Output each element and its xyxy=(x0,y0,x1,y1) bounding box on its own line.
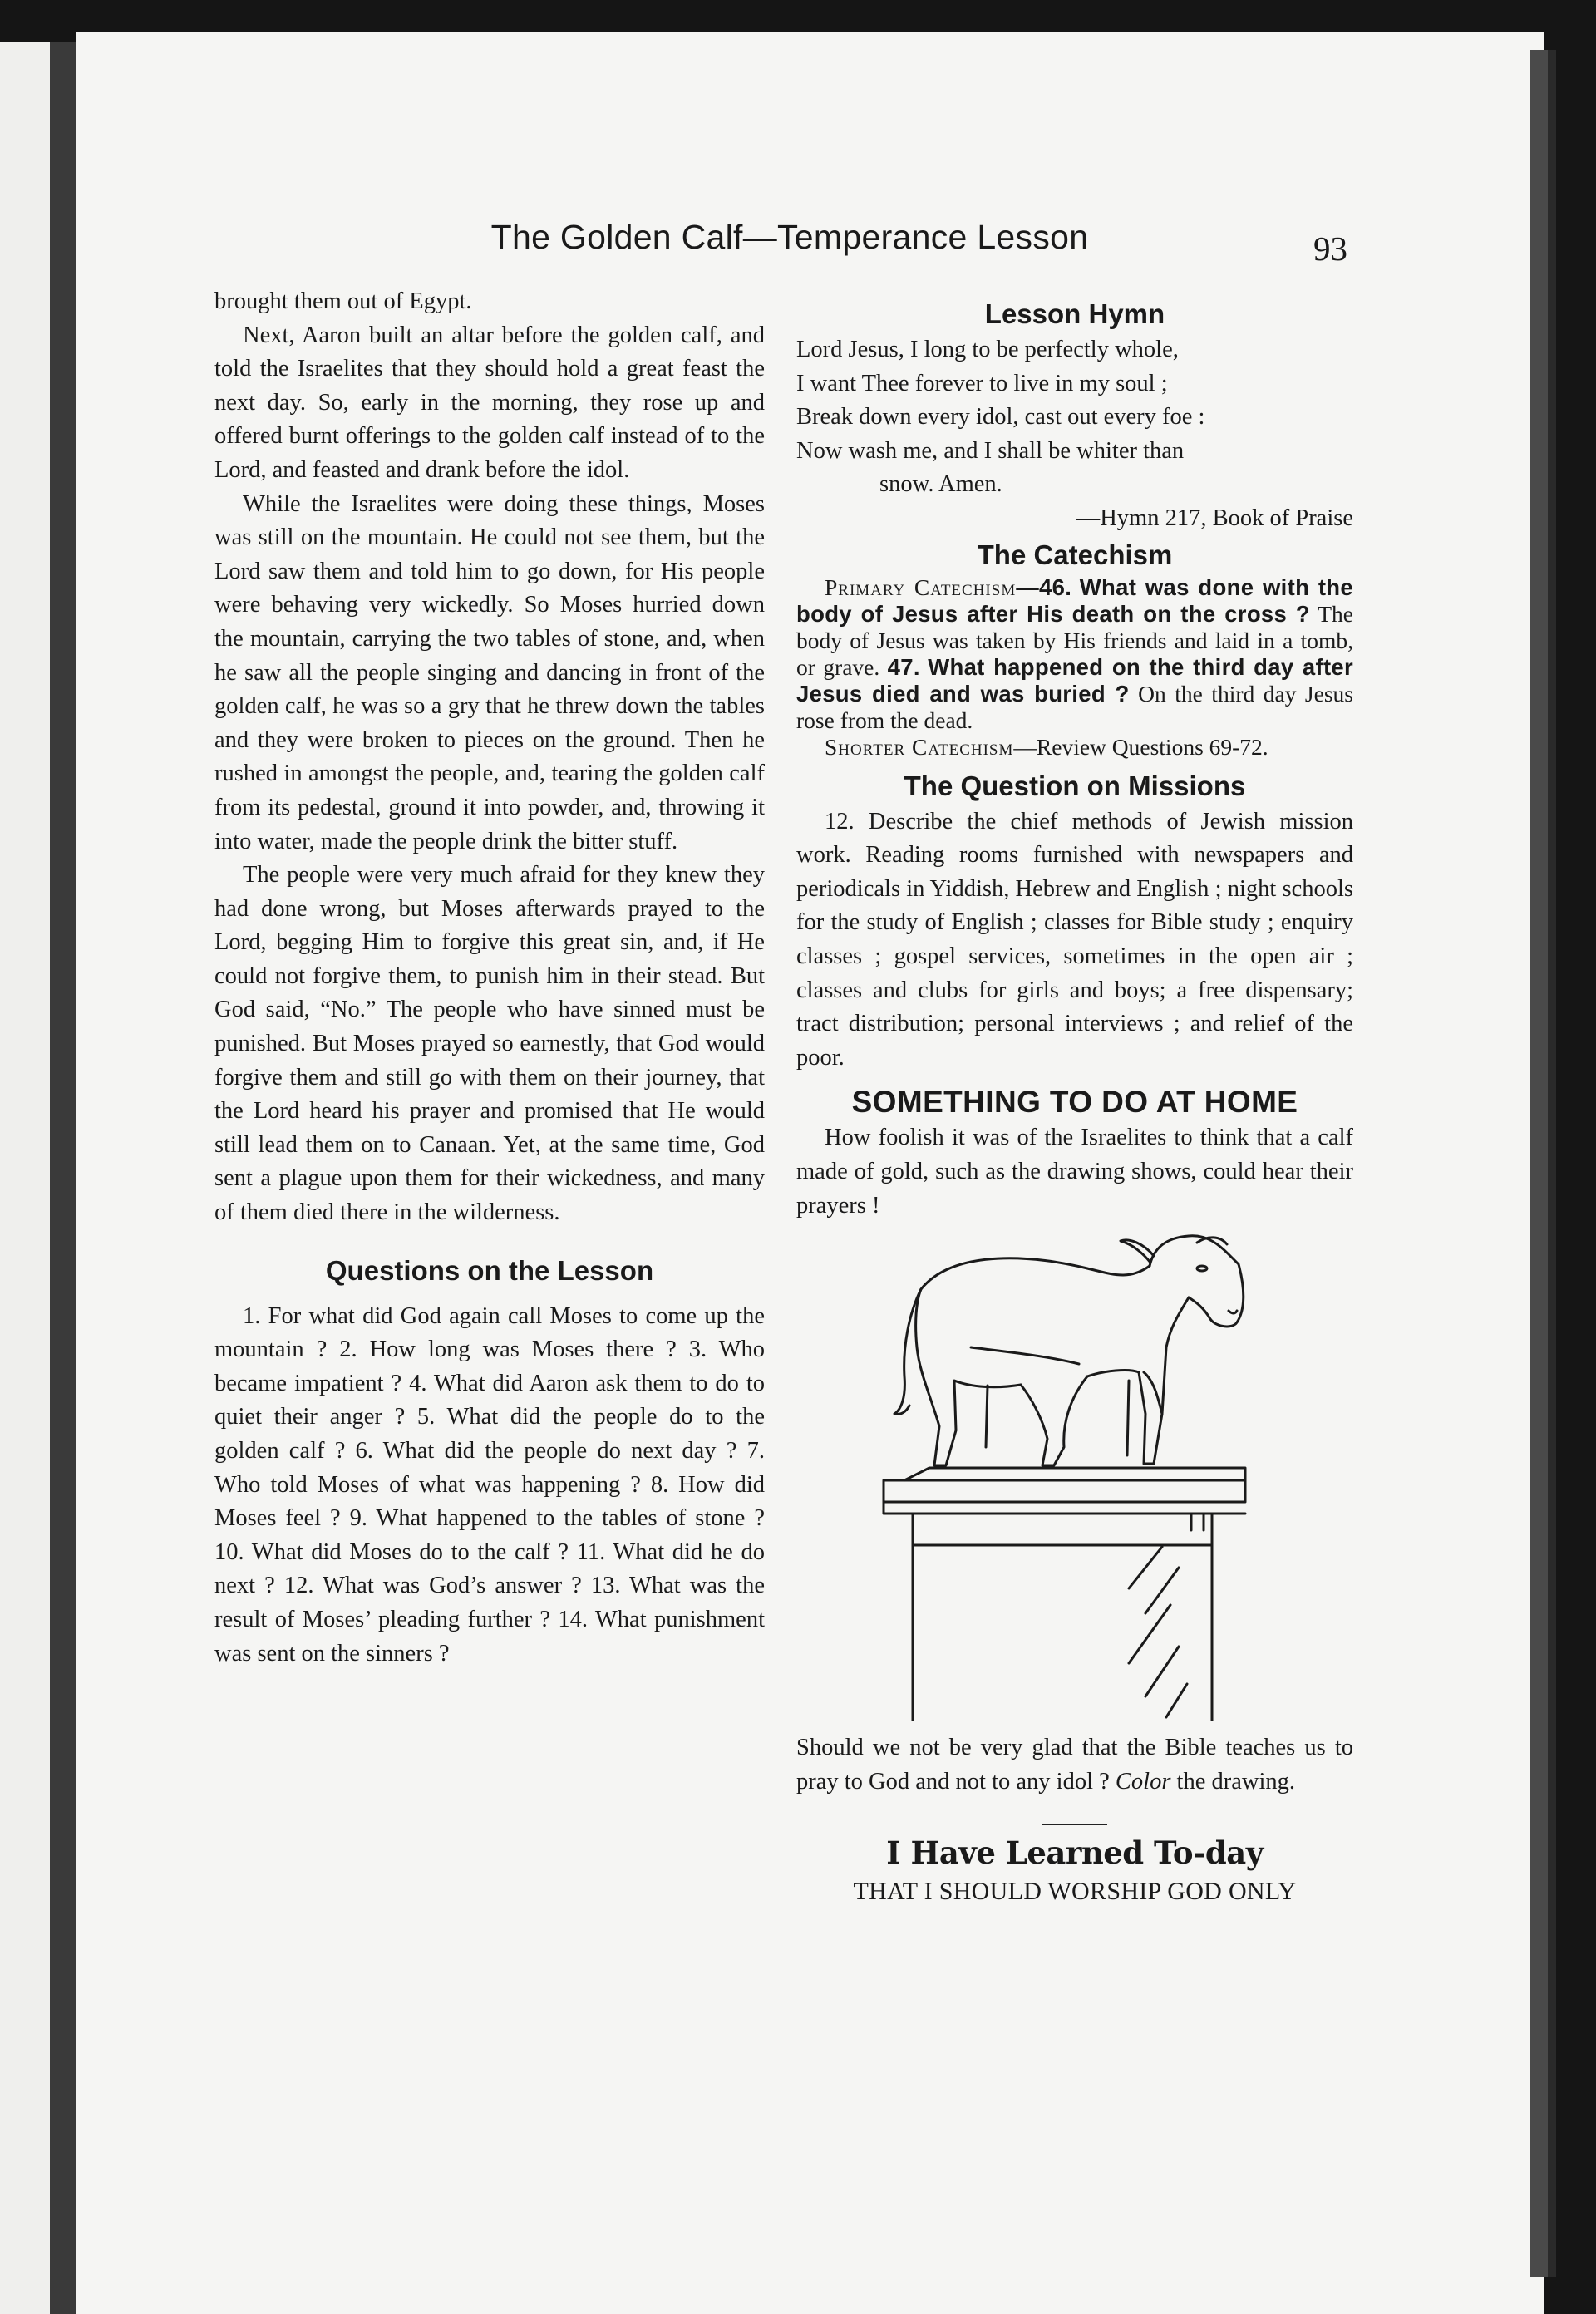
story-paragraph: While the Israelites were doing these things, Moses was still on the mountain. He could not see them, but the Lord saw them and told him to go down, for His people were behaving very wickedly. So Moses hurried down the mountain, carrying the two tables of stone, and, when he saw all the people singing and dancing in front of the golden calf, he was so a gry that he threw down the tables and they were broken to pieces on the ground. Then he rushed in amongst the people, and, tearing the golden calf from its pedestal, ground it into powder, and, throwing it into water, made the people drink the bitter stuff. xyxy=(214,490,765,854)
hymn-line: snow. Amen. xyxy=(879,471,1002,498)
q47-question: What happened on the third day after Jesus died and was buried ? xyxy=(796,653,1354,707)
missions-text: 12. Describe the chief methods of Jewish mission work. Reading rooms furnished with newspapers and periodicals in Yiddish, Hebrew and English ; night schools for the study of English ; classes for Bible study ; enquiry classes ; gospel services, sometimes in the open air ; classes and clubs for girls and boys; a free dispensary; tract distribution; personal interviews ; and relief of the poor. xyxy=(796,808,1353,1071)
golden-calf-drawing xyxy=(879,1231,1270,1721)
home-after-main: Should we not be very glad that the Bible teaches us to pray to God and not to any idol ? xyxy=(796,1735,1353,1795)
story-paragraph: The people were very much afraid for they knew they had done wrong, but Moses afterwards prayed to the Lord, begging Him to forgive this great sin, and, if He could not forgive them, to punish him in their stead. But God said, “No.” The people who have sinned must be punished. But Moses prayed so earnestly, that God would forgive them and still go with them on their journey, that the Lord heard his prayer and promised that He would still lead them on to Canaan. Yet, at the same time, God sent a plague upon them for their wickedness, and many of them died there in the wilderness. xyxy=(214,862,765,1226)
shorter-catechism-text: —Review Questions 69-72. xyxy=(1013,733,1268,760)
hymn-verse xyxy=(796,333,1353,502)
hymn-line: Lord Jesus, I long to be perfectly whole, xyxy=(796,337,1179,362)
hymn-line: Break down every idol, cast out every foe : xyxy=(796,404,1205,431)
questions-heading: Questions on the Lesson xyxy=(325,1254,654,1286)
color-word: Color xyxy=(1115,1768,1171,1795)
hymn-line: I want Thee forever to live in my soul ; xyxy=(796,370,1168,396)
home-after-text xyxy=(796,1731,1353,1799)
color-rest: the drawing. xyxy=(1170,1768,1296,1795)
section-divider xyxy=(1042,1824,1107,1825)
primary-catechism-label: Primary Catechism xyxy=(825,574,1017,600)
q47-answer: On the third day Jesus rose from the dead. xyxy=(796,680,1353,733)
q46-answer: The body of Jesus was taken by His friends and laid in a tomb, or grave. xyxy=(796,600,1353,680)
q47-number: 47. xyxy=(887,653,920,680)
catechism-heading: The Catechism xyxy=(977,539,1173,570)
primary-catechism xyxy=(796,574,1353,734)
home-heading: SOMETHING TO DO AT HOME xyxy=(851,1085,1298,1120)
hymn-credit: —Hymn 217, Book of Praise xyxy=(1076,505,1353,531)
learned-today-text: THAT I SHOULD WORSHIP GOD ONLY xyxy=(853,1878,1297,1906)
lesson-hymn-heading: Lesson Hymn xyxy=(984,298,1165,329)
story-paragraph: brought them out of Egypt. xyxy=(214,288,472,314)
questions-text: 1. For what did God again call Moses to come up the mountain ? 2. How long was Moses there ? 3. Who became impatient ? 4. What did Aaron ask them to do to quiet their anger ? 5. What did the people do to the golden calf ? 6. What did the people do next day ? 7. Who told Moses of what was happening ? 8. How did Moses feel ? 9. What happened to the tables of stone ? 10. What did Moses do to the calf ? 11. What did he do next ? 12. What was God’s answer ? 13. What was the result of Moses’ pleading further ? 14. What punishment was sent on the sinners ? xyxy=(214,1302,765,1667)
calf-back-outline xyxy=(921,1258,1150,1289)
shorter-catechism-label: Shorter Catechism xyxy=(825,733,1014,760)
pedestal-top xyxy=(884,1480,1245,1502)
learned-today-heading: I Have Learned To-day xyxy=(886,1834,1264,1872)
left-column xyxy=(214,285,765,1671)
running-head: The Golden Calf—Temperance Lesson xyxy=(490,218,1089,256)
home-intro: How foolish it was of the Israelites to think that a calf made of gold, such as the drawing shows, could hear their prayers ! xyxy=(796,1125,1353,1219)
missions-heading: The Question on Missions xyxy=(904,770,1246,801)
q46-number: —46. xyxy=(1016,574,1072,600)
hymn-line: Now wash me, and I shall be whiter than xyxy=(796,437,1185,464)
shorter-catechism xyxy=(796,734,1353,761)
page-number: 93 xyxy=(1313,229,1347,268)
right-column xyxy=(796,295,1353,1910)
q46-question: What was done with the body of Jesus after His death on the cross ? xyxy=(796,574,1354,627)
story-paragraph: Next, Aaron built an altar before the golden calf, and told the Israelites that they should hold a great feast the next day. So, early in the morning, they rose up and offered burnt offerings to the golden calf instead of to the Lord, and feasted and drank before the idol. xyxy=(214,322,765,483)
